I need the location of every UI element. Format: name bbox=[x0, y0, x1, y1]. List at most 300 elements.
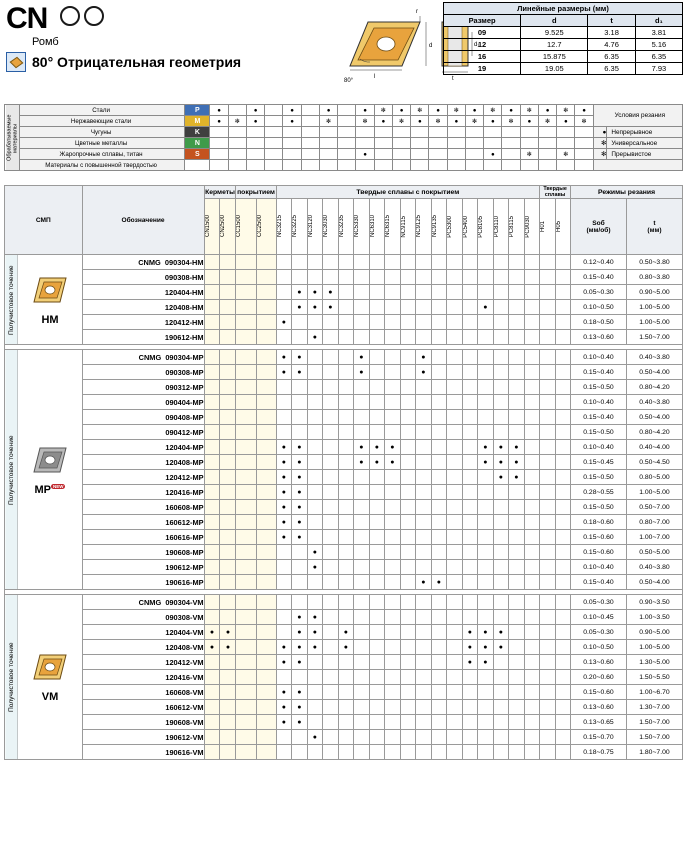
grade-availability-mark bbox=[354, 545, 370, 560]
grade-availability-mark bbox=[204, 410, 220, 425]
material-name: Чугуны bbox=[19, 127, 185, 138]
grade-availability-mark bbox=[462, 700, 478, 715]
grade-availability-mark bbox=[204, 560, 220, 575]
grade-availability-mark: ● bbox=[493, 640, 509, 655]
material-mark: ● bbox=[538, 105, 556, 116]
table-row bbox=[5, 116, 683, 127]
insert-designation[interactable]: 190608-MP bbox=[82, 545, 204, 560]
depth-range: 0.50~4.50 bbox=[626, 455, 682, 470]
material-mark bbox=[228, 138, 246, 149]
insert-designation[interactable]: 120408-HM bbox=[82, 300, 204, 315]
grade-availability-mark bbox=[338, 410, 354, 425]
depth-range: 1.50~7.00 bbox=[626, 730, 682, 745]
grade-availability-mark bbox=[323, 440, 339, 455]
grade-availability-mark bbox=[509, 730, 525, 745]
grade-availability-mark bbox=[204, 470, 220, 485]
insert-designation[interactable]: 090408-MP bbox=[82, 410, 204, 425]
insert-designation[interactable]: 120404-HM bbox=[82, 285, 204, 300]
grade-availability-mark bbox=[400, 500, 416, 515]
grade-header-nc9125: NC9125 bbox=[416, 199, 432, 255]
grade-availability-mark bbox=[493, 595, 509, 610]
material-mark bbox=[374, 127, 392, 138]
insert-designation[interactable]: 090308-HM bbox=[82, 270, 204, 285]
grade-availability-mark bbox=[385, 530, 401, 545]
grade-availability-mark bbox=[256, 670, 276, 685]
table-row bbox=[5, 380, 683, 395]
grade-availability-mark bbox=[431, 255, 447, 270]
feed-range: 0.13~0.60 bbox=[571, 330, 627, 345]
insert-thumbnail bbox=[28, 274, 72, 308]
grade-availability-mark: ● bbox=[204, 640, 220, 655]
material-mark bbox=[283, 138, 301, 149]
grade-availability-mark bbox=[369, 545, 385, 560]
insert-designation[interactable]: 160616-MP bbox=[82, 530, 204, 545]
grade-availability-mark bbox=[462, 365, 478, 380]
material-mark: ● bbox=[392, 105, 410, 116]
grade-availability-mark bbox=[256, 640, 276, 655]
material-mark bbox=[429, 127, 447, 138]
grade-availability-mark bbox=[338, 300, 354, 315]
grade-availability-mark bbox=[338, 380, 354, 395]
depth-range: 0.50~4.00 bbox=[626, 365, 682, 380]
grade-availability-mark bbox=[338, 485, 354, 500]
table-header-row bbox=[5, 186, 683, 199]
feed-range: 0.10~0.45 bbox=[571, 610, 627, 625]
table-row bbox=[5, 745, 683, 760]
grade-availability-mark bbox=[256, 350, 276, 365]
grade-availability-mark bbox=[416, 455, 432, 470]
grade-availability-mark bbox=[256, 380, 276, 395]
table-row bbox=[5, 595, 683, 610]
grade-availability-mark bbox=[323, 530, 339, 545]
grade-availability-mark bbox=[385, 470, 401, 485]
grade-availability-mark bbox=[338, 700, 354, 715]
grade-availability-mark bbox=[369, 470, 385, 485]
grade-availability-mark bbox=[400, 530, 416, 545]
grade-availability-mark bbox=[540, 255, 556, 270]
feed-range: 0.05~0.30 bbox=[571, 625, 627, 640]
grade-availability-mark: ● bbox=[416, 575, 432, 590]
grade-availability-mark bbox=[323, 365, 339, 380]
grade-availability-mark bbox=[431, 560, 447, 575]
grade-availability-mark bbox=[204, 575, 220, 590]
grade-availability-mark bbox=[462, 455, 478, 470]
table-row bbox=[5, 715, 683, 730]
grade-availability-mark bbox=[509, 350, 525, 365]
group-side-label-mp: Получистовое точение bbox=[5, 350, 18, 590]
material-mark: ✻ bbox=[557, 149, 575, 160]
grade-availability-mark bbox=[354, 745, 370, 760]
group-name-vm: VM bbox=[41, 691, 59, 703]
grade-availability-mark bbox=[369, 745, 385, 760]
insert-designation[interactable]: 120416-VM bbox=[82, 670, 204, 685]
grade-availability-mark bbox=[256, 730, 276, 745]
grade-availability-mark bbox=[462, 500, 478, 515]
material-mark bbox=[265, 138, 283, 149]
grade-availability-mark bbox=[555, 440, 571, 455]
grade-availability-mark bbox=[400, 410, 416, 425]
grade-availability-mark bbox=[400, 285, 416, 300]
grade-availability-mark bbox=[555, 530, 571, 545]
grade-availability-mark: ● bbox=[307, 330, 323, 345]
svg-text:80°: 80° bbox=[344, 78, 354, 84]
grade-availability-mark bbox=[307, 315, 323, 330]
grade-availability-mark bbox=[354, 730, 370, 745]
rhombus-icon bbox=[6, 52, 26, 72]
dim-d1: 6.35 bbox=[635, 51, 682, 63]
grade-availability-mark bbox=[431, 350, 447, 365]
grade-availability-mark bbox=[447, 595, 463, 610]
feed-range: 0.15~0.40 bbox=[571, 410, 627, 425]
material-mark: ● bbox=[411, 116, 429, 127]
grade-availability-mark bbox=[307, 515, 323, 530]
grade-availability-mark bbox=[307, 530, 323, 545]
grade-availability-mark bbox=[385, 545, 401, 560]
grade-availability-mark bbox=[462, 610, 478, 625]
grade-availability-mark: ● bbox=[385, 455, 401, 470]
grade-availability-mark: ● bbox=[292, 610, 308, 625]
dim-t: 3.18 bbox=[588, 27, 635, 39]
insert-designation[interactable]: 160612-MP bbox=[82, 515, 204, 530]
insert-designation[interactable]: 090412-MP bbox=[82, 425, 204, 440]
grade-availability-mark bbox=[524, 485, 540, 500]
material-mark bbox=[228, 127, 246, 138]
grade-availability-mark bbox=[540, 610, 556, 625]
grade-availability-mark: ● bbox=[276, 455, 292, 470]
grade-availability-mark bbox=[509, 410, 525, 425]
grade-availability-mark bbox=[555, 610, 571, 625]
grade-availability-mark bbox=[256, 410, 276, 425]
grade-availability-mark bbox=[524, 300, 540, 315]
grade-availability-mark bbox=[276, 330, 292, 345]
group-cell-vm bbox=[18, 595, 82, 760]
material-mark bbox=[374, 138, 392, 149]
grade-availability-mark bbox=[509, 425, 525, 440]
insert-designation[interactable]: CNMG 090304-MP bbox=[82, 350, 204, 365]
grade-availability-mark bbox=[256, 700, 276, 715]
grade-availability-mark bbox=[369, 575, 385, 590]
dim-d1: 7.93 bbox=[635, 63, 682, 75]
grade-availability-mark bbox=[400, 670, 416, 685]
grade-availability-mark bbox=[431, 455, 447, 470]
table-row bbox=[5, 255, 683, 270]
material-mark bbox=[392, 127, 410, 138]
insert-designation[interactable]: 120412-HM bbox=[82, 315, 204, 330]
insert-designation[interactable]: 120408-MP bbox=[82, 455, 204, 470]
material-badge-k: K bbox=[185, 127, 210, 138]
insert-designation[interactable]: 120412-MP bbox=[82, 470, 204, 485]
insert-designation[interactable]: 120408-VM bbox=[82, 640, 204, 655]
insert-designation[interactable]: 090312-MP bbox=[82, 380, 204, 395]
grade-availability-mark bbox=[555, 330, 571, 345]
grade-availability-mark bbox=[338, 655, 354, 670]
grade-availability-mark bbox=[447, 530, 463, 545]
material-name: Цветные металлы bbox=[19, 138, 185, 149]
grade-availability-mark bbox=[509, 485, 525, 500]
grade-availability-mark bbox=[338, 470, 354, 485]
insert-designation[interactable]: 120404-MP bbox=[82, 440, 204, 455]
grade-availability-mark bbox=[236, 715, 256, 730]
grade-availability-mark bbox=[524, 560, 540, 575]
grade-availability-mark bbox=[323, 330, 339, 345]
material-mark bbox=[228, 160, 246, 171]
grade-availability-mark bbox=[400, 330, 416, 345]
grade-availability-mark bbox=[338, 595, 354, 610]
grade-availability-mark bbox=[220, 270, 236, 285]
insert-designation[interactable]: 160612-VM bbox=[82, 700, 204, 715]
grade-availability-mark bbox=[220, 545, 236, 560]
grade-availability-mark bbox=[236, 440, 256, 455]
grade-availability-mark: ● bbox=[462, 640, 478, 655]
insert-designation[interactable]: 190612-MP bbox=[82, 560, 204, 575]
grade-availability-mark bbox=[256, 530, 276, 545]
circle-icon-2 bbox=[84, 6, 104, 26]
grade-header-nc6315: NC6315 bbox=[385, 199, 401, 255]
grade-availability-mark bbox=[220, 500, 236, 515]
grade-availability-mark bbox=[354, 485, 370, 500]
grade-availability-mark bbox=[369, 715, 385, 730]
grade-availability-mark bbox=[555, 715, 571, 730]
header-group-carbide: Твердые сплавы bbox=[540, 186, 571, 199]
grade-availability-mark bbox=[493, 560, 509, 575]
material-mark: ✻ bbox=[228, 116, 246, 127]
grade-availability-mark bbox=[204, 300, 220, 315]
grade-availability-mark bbox=[338, 365, 354, 380]
depth-range: 1.50~5.50 bbox=[626, 670, 682, 685]
material-mark: ● bbox=[557, 116, 575, 127]
grade-availability-mark bbox=[369, 380, 385, 395]
grade-availability-mark bbox=[462, 560, 478, 575]
grade-availability-mark bbox=[385, 575, 401, 590]
grade-availability-mark bbox=[493, 425, 509, 440]
grade-availability-mark bbox=[292, 425, 308, 440]
grade-availability-mark: ● bbox=[354, 440, 370, 455]
insert-designation[interactable]: 190612-HM bbox=[82, 330, 204, 345]
grade-availability-mark bbox=[509, 625, 525, 640]
material-mark bbox=[484, 160, 502, 171]
grade-availability-mark: ● bbox=[338, 640, 354, 655]
grade-availability-mark bbox=[478, 380, 494, 395]
grade-availability-mark bbox=[540, 440, 556, 455]
grade-availability-mark bbox=[524, 425, 540, 440]
insert-designation[interactable]: 190616-VM bbox=[82, 745, 204, 760]
material-mark bbox=[228, 149, 246, 160]
grade-availability-mark bbox=[540, 315, 556, 330]
grade-availability-mark bbox=[555, 515, 571, 530]
group-side-label-hm: Получистовое точение bbox=[5, 255, 18, 345]
grade-availability-mark bbox=[385, 330, 401, 345]
material-mark bbox=[502, 127, 520, 138]
grade-availability-mark bbox=[256, 470, 276, 485]
grade-availability-mark bbox=[509, 575, 525, 590]
grade-availability-mark bbox=[416, 485, 432, 500]
grade-availability-mark bbox=[416, 715, 432, 730]
grade-availability-mark bbox=[385, 380, 401, 395]
depth-range: 0.90~3.50 bbox=[626, 595, 682, 610]
grade-availability-mark bbox=[462, 485, 478, 500]
grade-availability-mark bbox=[416, 700, 432, 715]
grade-availability-mark bbox=[385, 700, 401, 715]
insert-designation[interactable]: 090404-MP bbox=[82, 395, 204, 410]
grade-availability-mark bbox=[493, 395, 509, 410]
grade-availability-mark bbox=[323, 700, 339, 715]
table-row bbox=[5, 395, 683, 410]
material-mark bbox=[283, 149, 301, 160]
grade-availability-mark bbox=[524, 380, 540, 395]
material-mark bbox=[392, 149, 410, 160]
material-mark bbox=[411, 127, 429, 138]
grade-availability-mark bbox=[369, 365, 385, 380]
grade-availability-mark bbox=[307, 365, 323, 380]
grade-availability-mark bbox=[236, 530, 256, 545]
material-mark: ✻ bbox=[429, 116, 447, 127]
grade-availability-mark: ● bbox=[431, 575, 447, 590]
material-badge-s: S bbox=[185, 149, 210, 160]
material-name: Материалы с повышенной твердостью bbox=[19, 160, 185, 171]
grade-availability-mark bbox=[524, 285, 540, 300]
grade-availability-mark bbox=[447, 575, 463, 590]
grade-availability-mark bbox=[400, 730, 416, 745]
grade-availability-mark bbox=[478, 595, 494, 610]
grade-availability-mark bbox=[385, 285, 401, 300]
grade-availability-mark bbox=[400, 470, 416, 485]
material-mark: ● bbox=[246, 105, 264, 116]
grade-availability-mark bbox=[369, 595, 385, 610]
insert-designation[interactable]: 120404-VM bbox=[82, 625, 204, 640]
grade-availability-mark bbox=[416, 410, 432, 425]
insert-designation[interactable]: 120416-MP bbox=[82, 485, 204, 500]
grade-availability-mark bbox=[447, 500, 463, 515]
grade-availability-mark bbox=[292, 330, 308, 345]
grade-availability-mark bbox=[220, 670, 236, 685]
insert-designation[interactable]: 190608-VM bbox=[82, 715, 204, 730]
table-row bbox=[444, 39, 683, 51]
material-mark bbox=[301, 160, 319, 171]
insert-designation[interactable]: 090308-VM bbox=[82, 610, 204, 625]
material-name: Нержавеющие стали bbox=[19, 116, 185, 127]
grade-availability-mark bbox=[338, 560, 354, 575]
insert-designation[interactable]: 120412-VM bbox=[82, 655, 204, 670]
grade-availability-mark bbox=[276, 545, 292, 560]
grade-availability-mark: ● bbox=[462, 625, 478, 640]
insert-designation[interactable]: CNMG 090304-HM bbox=[82, 255, 204, 270]
grade-availability-mark bbox=[555, 365, 571, 380]
grade-availability-mark bbox=[400, 745, 416, 760]
grade-availability-mark bbox=[236, 270, 256, 285]
grade-availability-mark bbox=[204, 595, 220, 610]
grade-availability-mark bbox=[524, 575, 540, 590]
grade-availability-mark bbox=[493, 655, 509, 670]
material-badge-n: N bbox=[185, 138, 210, 149]
grade-availability-mark bbox=[478, 560, 494, 575]
insert-thumbnail bbox=[28, 651, 72, 685]
grade-availability-mark bbox=[256, 715, 276, 730]
table-row bbox=[5, 685, 683, 700]
grade-availability-mark bbox=[236, 640, 256, 655]
grade-availability-mark bbox=[307, 670, 323, 685]
geometry-title: 80° Отрицательная геометрия bbox=[32, 54, 242, 70]
grade-availability-mark bbox=[462, 270, 478, 285]
grade-availability-mark bbox=[431, 545, 447, 560]
grade-availability-mark: ● bbox=[307, 285, 323, 300]
header-group-coated-cermet: покрытием bbox=[236, 186, 276, 199]
insert-designation[interactable]: 190612-VM bbox=[82, 730, 204, 745]
feed-range: 0.15~0.50 bbox=[571, 380, 627, 395]
insert-designation[interactable]: CNMG 090304-VM bbox=[82, 595, 204, 610]
feed-range: 0.15~0.50 bbox=[571, 425, 627, 440]
grade-availability-mark bbox=[447, 395, 463, 410]
grade-availability-mark bbox=[509, 515, 525, 530]
grade-availability-mark bbox=[323, 350, 339, 365]
table-row bbox=[5, 105, 683, 116]
table-row bbox=[5, 149, 683, 160]
grade-availability-mark bbox=[220, 410, 236, 425]
grade-availability-mark bbox=[478, 270, 494, 285]
grade-availability-mark: ● bbox=[292, 715, 308, 730]
feed-range: 0.05~0.30 bbox=[571, 285, 627, 300]
insert-designation[interactable]: 090308-MP bbox=[82, 365, 204, 380]
depth-range: 0.40~4.00 bbox=[626, 440, 682, 455]
insert-designation[interactable]: 190616-MP bbox=[82, 575, 204, 590]
grade-availability-mark bbox=[524, 365, 540, 380]
grade-availability-mark bbox=[462, 685, 478, 700]
grade-availability-mark bbox=[385, 500, 401, 515]
grade-header-pc8115: PC8115 bbox=[509, 199, 525, 255]
grade-availability-mark bbox=[236, 655, 256, 670]
material-mark: ● bbox=[447, 116, 465, 127]
insert-designation[interactable]: 160608-MP bbox=[82, 500, 204, 515]
grade-availability-mark bbox=[509, 315, 525, 330]
grade-availability-mark bbox=[462, 380, 478, 395]
insert-designation[interactable]: 160608-VM bbox=[82, 685, 204, 700]
grade-availability-mark bbox=[416, 730, 432, 745]
grade-header-nc6310: NC6310 bbox=[369, 199, 385, 255]
grade-availability-mark bbox=[354, 470, 370, 485]
grade-availability-mark bbox=[220, 530, 236, 545]
grade-availability-mark bbox=[369, 330, 385, 345]
grade-header-nc3030: NC3030 bbox=[323, 199, 339, 255]
grade-availability-mark bbox=[338, 530, 354, 545]
feed-range: 0.12~0.40 bbox=[571, 255, 627, 270]
grade-availability-mark bbox=[338, 575, 354, 590]
grade-availability-mark: ● bbox=[220, 625, 236, 640]
grade-availability-mark bbox=[540, 640, 556, 655]
group-cell-hm bbox=[18, 255, 82, 345]
grade-availability-mark bbox=[220, 330, 236, 345]
grade-availability-mark bbox=[493, 365, 509, 380]
grade-availability-mark bbox=[369, 560, 385, 575]
grade-availability-mark bbox=[540, 515, 556, 530]
grade-availability-mark bbox=[416, 300, 432, 315]
grade-availability-mark bbox=[416, 395, 432, 410]
grade-availability-mark bbox=[493, 530, 509, 545]
material-mark bbox=[265, 105, 283, 116]
depth-range: 0.50~3.80 bbox=[626, 255, 682, 270]
header-group-regimes: Режимы резания bbox=[571, 186, 683, 199]
grade-availability-mark bbox=[447, 270, 463, 285]
grade-availability-mark bbox=[478, 330, 494, 345]
material-mark bbox=[447, 138, 465, 149]
grade-availability-mark bbox=[292, 380, 308, 395]
grade-availability-mark bbox=[292, 560, 308, 575]
feed-range: 0.10~0.50 bbox=[571, 640, 627, 655]
grade-availability-mark bbox=[493, 575, 509, 590]
grade-availability-mark bbox=[447, 485, 463, 500]
grade-availability-mark bbox=[338, 685, 354, 700]
grade-availability-mark bbox=[256, 485, 276, 500]
dimensions-table bbox=[443, 2, 683, 75]
material-mark bbox=[338, 160, 356, 171]
